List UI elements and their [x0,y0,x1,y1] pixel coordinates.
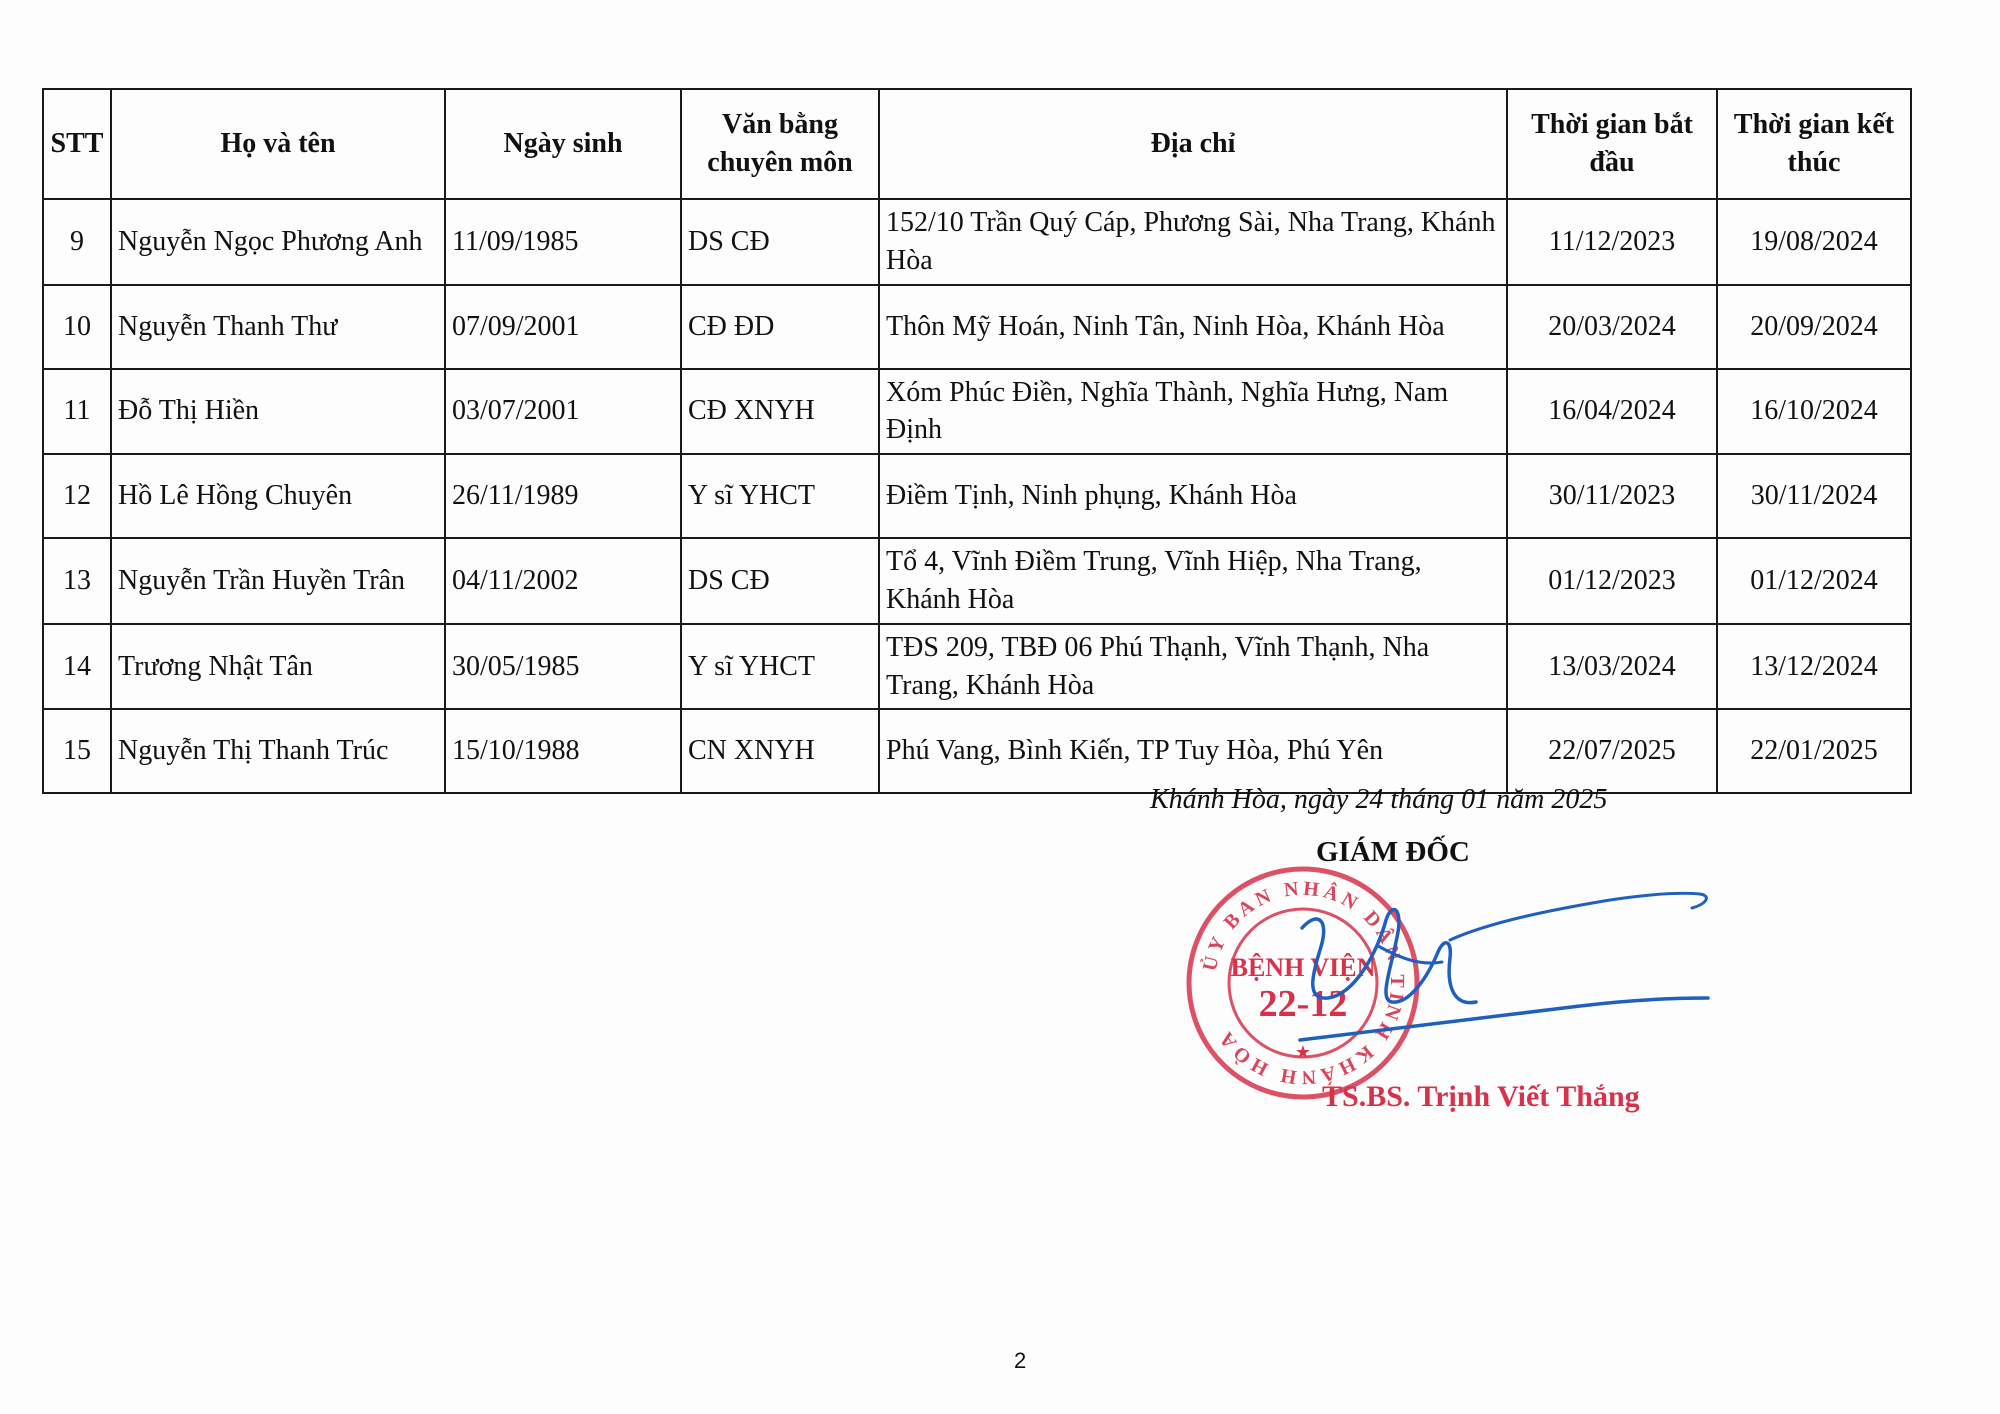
cell-dob: 03/07/2001 [445,369,681,455]
cell-address: Phú Vang, Bình Kiến, TP Tuy Hòa, Phú Yên [879,709,1507,793]
cell-dob: 04/11/2002 [445,538,681,624]
cell-address: 152/10 Trần Quý Cáp, Phương Sài, Nha Trang, Khánh Hòa [879,199,1507,285]
cell-dob: 15/10/1988 [445,709,681,793]
cell-address: Điềm Tịnh, Ninh phụng, Khánh Hòa [879,454,1507,538]
cell-name: Nguyễn Thị Thanh Trúc [111,709,445,793]
director-name: TS.BS. Trịnh Viết Thắng [1322,1080,1640,1113]
header-stt: STT [43,89,111,199]
header-degree: Văn bằng chuyên môn [681,89,879,199]
cell-stt: 15 [43,709,111,793]
header-end: Thời gian kết thúc [1717,89,1911,199]
cell-start: 01/12/2023 [1507,538,1717,624]
table-header-row [43,89,1911,199]
header-address: Địa chỉ [879,89,1507,199]
cell-degree: CĐ XNYH [681,369,879,455]
cell-degree: Y sĩ YHCT [681,454,879,538]
place-date-line: Khánh Hòa, ngày 24 tháng 01 năm 2025 [1150,784,1608,815]
cell-start: 30/11/2023 [1507,454,1717,538]
cell-start: 20/03/2024 [1507,285,1717,369]
header-dob: Ngày sinh [445,89,681,199]
cell-dob: 11/09/1985 [445,199,681,285]
cell-end: 13/12/2024 [1717,624,1911,710]
cell-name: Trương Nhật Tân [111,624,445,710]
cell-name: Nguyễn Trần Huyền Trân [111,538,445,624]
header-name: Họ và tên [111,89,445,199]
table-row [43,285,1911,369]
cell-stt: 10 [43,285,111,369]
table-row [43,538,1911,624]
director-title: GIÁM ĐỐC [1316,836,1470,868]
cell-name: Hồ Lê Hồng Chuyên [111,454,445,538]
cell-end: 30/11/2024 [1717,454,1911,538]
table-row [43,369,1911,455]
stamp-star-icon: ★ [1294,1042,1312,1063]
cell-degree: DS CĐ [681,538,879,624]
header-start: Thời gian bắt đầu [1507,89,1717,199]
page-number: 2 [1014,1348,1027,1373]
handwritten-signature [1260,880,1730,1080]
cell-start: 16/04/2024 [1507,369,1717,455]
cell-stt: 12 [43,454,111,538]
cell-end: 16/10/2024 [1717,369,1911,455]
cell-dob: 07/09/2001 [445,285,681,369]
cell-name: Nguyễn Thanh Thư [111,285,445,369]
stamp-line-1: BỆNH VIỆN [1230,953,1376,982]
cell-end: 19/08/2024 [1717,199,1911,285]
cell-start: 22/07/2025 [1507,709,1717,793]
cell-dob: 26/11/1989 [445,454,681,538]
cell-degree: CĐ ĐD [681,285,879,369]
cell-address: Tổ 4, Vĩnh Điềm Trung, Vĩnh Hiệp, Nha Trang, Khánh Hòa [879,538,1507,624]
cell-end: 22/01/2025 [1717,709,1911,793]
table-row [43,709,1911,793]
table-row [43,454,1911,538]
cell-stt: 14 [43,624,111,710]
stamp-line-2: 22-12 [1258,983,1348,1025]
cell-start: 11/12/2023 [1507,199,1717,285]
cell-address: Thôn Mỹ Hoán, Ninh Tân, Ninh Hòa, Khánh Hòa [879,285,1507,369]
staff-table [42,88,1912,794]
cell-degree: DS CĐ [681,199,879,285]
cell-address: Xóm Phúc Điền, Nghĩa Thành, Nghĩa Hưng, Nam Định [879,369,1507,455]
cell-stt: 9 [43,199,111,285]
cell-stt: 13 [43,538,111,624]
cell-degree: CN XNYH [681,709,879,793]
cell-address: TĐS 209, TBĐ 06 Phú Thạnh, Vĩnh Thạnh, Nha Trang, Khánh Hòa [879,624,1507,710]
cell-degree: Y sĩ YHCT [681,624,879,710]
cell-end: 01/12/2024 [1717,538,1911,624]
cell-name: Đỗ Thị Hiền [111,369,445,455]
cell-stt: 11 [43,369,111,455]
cell-name: Nguyễn Ngọc Phương Anh [111,199,445,285]
cell-dob: 30/05/1985 [445,624,681,710]
cell-start: 13/03/2024 [1507,624,1717,710]
cell-end: 20/09/2024 [1717,285,1911,369]
table-row [43,199,1911,285]
stamp-ring-text: ỦY BAN NHÂN DÂN TỈNH KHÁNH HÒA [1198,877,1409,1089]
table-row [43,624,1911,710]
